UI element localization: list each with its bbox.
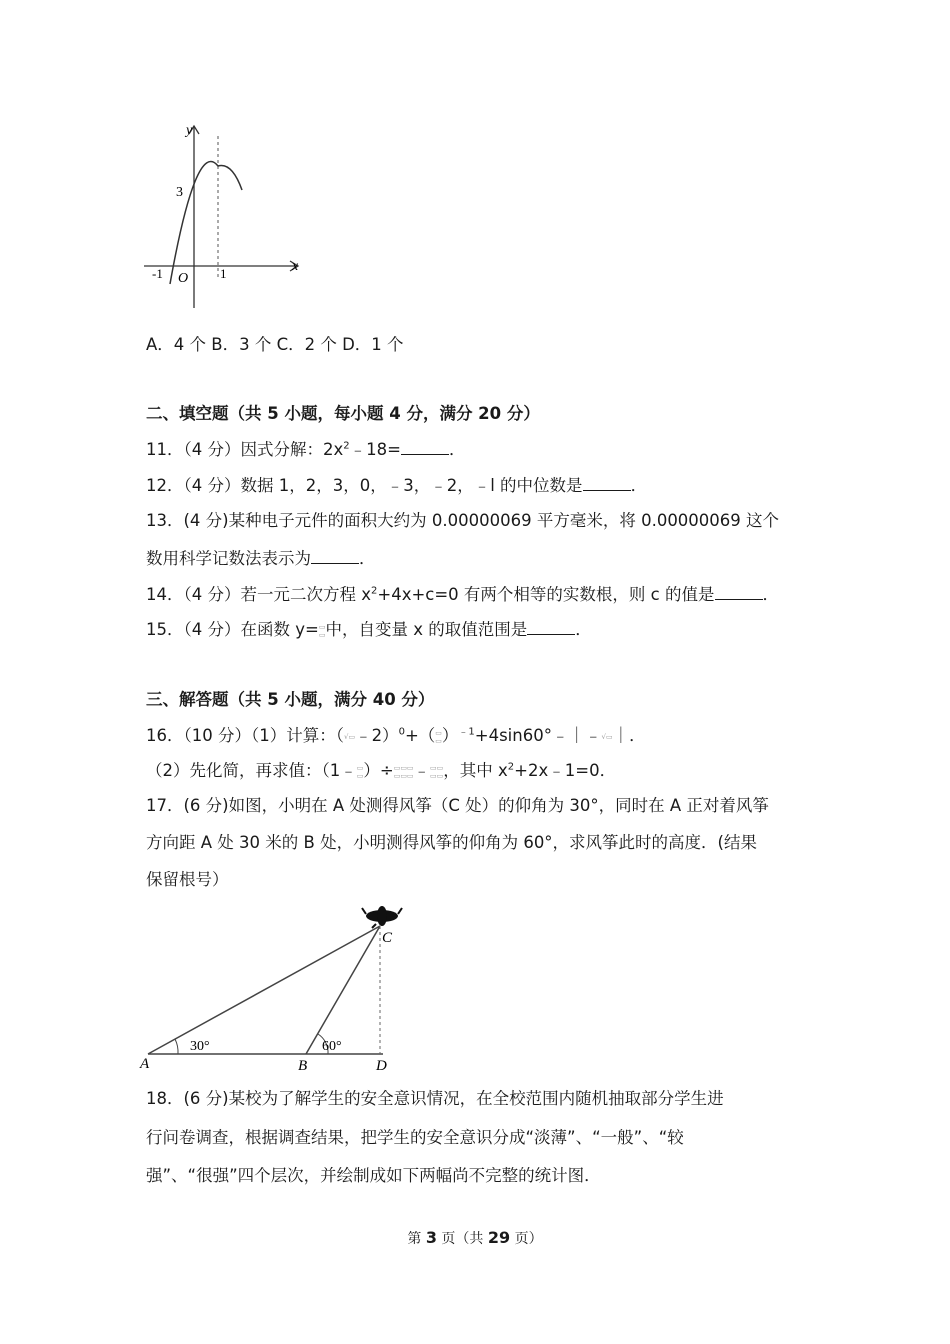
q16b-mid2: ﹣ <box>413 761 431 780</box>
question-13-line-1: 13．(4 分)某种电子元件的面积大约为 0.00000069 平方毫米，将 0.00000069 这个 <box>146 511 780 530</box>
angle-B-label: 60° <box>322 1039 342 1054</box>
angle-A-label: 30° <box>190 1039 210 1054</box>
angle-arc-A <box>175 1039 178 1054</box>
origin-label: O <box>178 271 189 286</box>
q11-end: ． <box>448 440 466 459</box>
q15-suffix: 中，自变量 x 的取值范围是 <box>325 620 528 639</box>
label-A: A <box>140 1056 150 1072</box>
x-tick-label: 1 <box>220 266 227 281</box>
question-14 <box>146 584 779 606</box>
q11-prefix: 11．（4 分）因式分解：2x <box>146 440 344 459</box>
q12-text: 12．（4 分）数据 1，2，3，0，﹣3，﹣2，﹣l 的中位数是 <box>146 476 583 495</box>
q15-answer-blank[interactable] <box>527 620 575 635</box>
q12-answer-blank[interactable] <box>583 476 631 491</box>
q14-end: ． <box>762 585 779 604</box>
label-B: B <box>298 1058 308 1074</box>
fraction-image: ▭▭▭ ▭▭▭ <box>393 763 414 780</box>
question-13-line-2 <box>146 548 376 570</box>
line-BC <box>306 926 380 1054</box>
q13-end: ． <box>359 549 376 568</box>
question-17-line-3: 保留根号） <box>146 870 229 889</box>
q16b-suffix: ，其中 x <box>443 761 508 780</box>
total-page-number: 29 <box>487 1228 511 1247</box>
q14-suffix: +4x+c=0 有两个相等的实数根，则 c 的值是 <box>377 585 715 604</box>
fraction-image: ▭▭ ▭▭ <box>430 763 444 780</box>
fraction-image: ▭ ▭ <box>435 728 442 745</box>
q11-sup: 2 <box>343 440 350 452</box>
x-axis-label: x <box>292 259 299 274</box>
x-neg-label: -1 <box>152 266 163 281</box>
q14-sup: 2 <box>371 585 378 597</box>
q16a-sup0: 0 <box>398 726 405 738</box>
question-12 <box>146 475 647 497</box>
q14-answer-blank[interactable] <box>715 585 763 600</box>
question-16-part-2 <box>146 760 616 782</box>
q16a-mid2: +（ <box>404 726 436 745</box>
q16a-mid: ﹣2） <box>355 726 399 745</box>
q15-end: ． <box>575 620 592 639</box>
q15-fraction-image: ▭ ▭ <box>318 622 326 639</box>
q13-answer-blank[interactable] <box>311 549 359 564</box>
q16a-end: ｜． <box>612 726 646 745</box>
q11-suffix: ﹣18= <box>349 440 401 459</box>
q16a-sup1: ﹣1 <box>458 726 475 738</box>
section-3-heading: 三、解答题（共 5 小题，满分 40 分） <box>146 690 435 709</box>
q11-answer-blank[interactable] <box>401 440 449 455</box>
line-AC <box>148 926 380 1054</box>
y-tick-label: 3 <box>176 185 183 200</box>
q16b-mid: ）÷ <box>363 761 394 780</box>
question-17-line-2: 方向距 A 处 30 米的 B 处，小明测得风筝的仰角为 60°，求风筝此时的高度．(结果 <box>146 833 757 852</box>
parabola-graph <box>140 118 310 314</box>
q16a-mid3: ） <box>441 726 459 745</box>
q16a-suffix: +4sin60°﹣｜﹣ <box>474 726 602 745</box>
question-11 <box>146 439 465 461</box>
q16a-prefix: 16．（10 分）（1）计算：（ <box>146 726 344 745</box>
question-18-line-1: 18．(6 分)某校为了解学生的安全意识情况，在全校范围内随机抽取部分学生进 <box>146 1089 724 1108</box>
q16b-end: +2x﹣1=0． <box>514 761 617 780</box>
footer-mid: 页（共 <box>436 1231 488 1247</box>
section-2-heading: 二、填空题（共 5 小题，每小题 4 分，满分 20 分） <box>146 404 540 423</box>
fraction-image: ▭ ▭ <box>356 763 364 780</box>
label-D: D <box>376 1058 387 1074</box>
label-C: C <box>382 930 393 946</box>
y-axis-label: y <box>186 123 193 138</box>
kite-icon <box>362 906 402 928</box>
q15-prefix: 15．（4 分）在函数 y= <box>146 620 319 639</box>
question-16-part-1 <box>146 725 646 747</box>
question-18-line-3: 强”、“很强”四个层次，并绘制成如下两幅尚不完整的统计图． <box>146 1166 601 1185</box>
page-footer <box>0 1228 950 1248</box>
answer-options: A．4 个 B．3 个 C．2 个 D．1 个 <box>146 335 404 354</box>
q12-end: ． <box>630 476 648 495</box>
question-18-line-2: 行问卷调查，根据调查结果，把学生的安全意识分成“淡薄”、“一般”、“较 <box>146 1128 684 1147</box>
footer-pre: 第 <box>407 1231 426 1247</box>
q16b-sup: 2 <box>507 761 515 773</box>
current-page-number: 3 <box>425 1228 437 1247</box>
kite-triangle-diagram <box>138 900 418 1080</box>
q16b-prefix: （2）先化简，再求值：（1﹣ <box>146 761 357 780</box>
sqrt-image: √▭ <box>343 732 356 741</box>
question-17-line-1: 17．(6 分)如图，小明在 A 处测得风筝（C 处）的仰角为 30°，同时在 A 正对着风筝 <box>146 796 769 815</box>
q13-text: 数用科学记数法表示为 <box>146 549 311 568</box>
footer-post: 页） <box>510 1231 543 1247</box>
sqrt-image: √▭ <box>601 732 613 741</box>
question-15 <box>146 619 592 641</box>
q14-prefix: 14．（4 分）若一元二次方程 x <box>146 585 371 604</box>
